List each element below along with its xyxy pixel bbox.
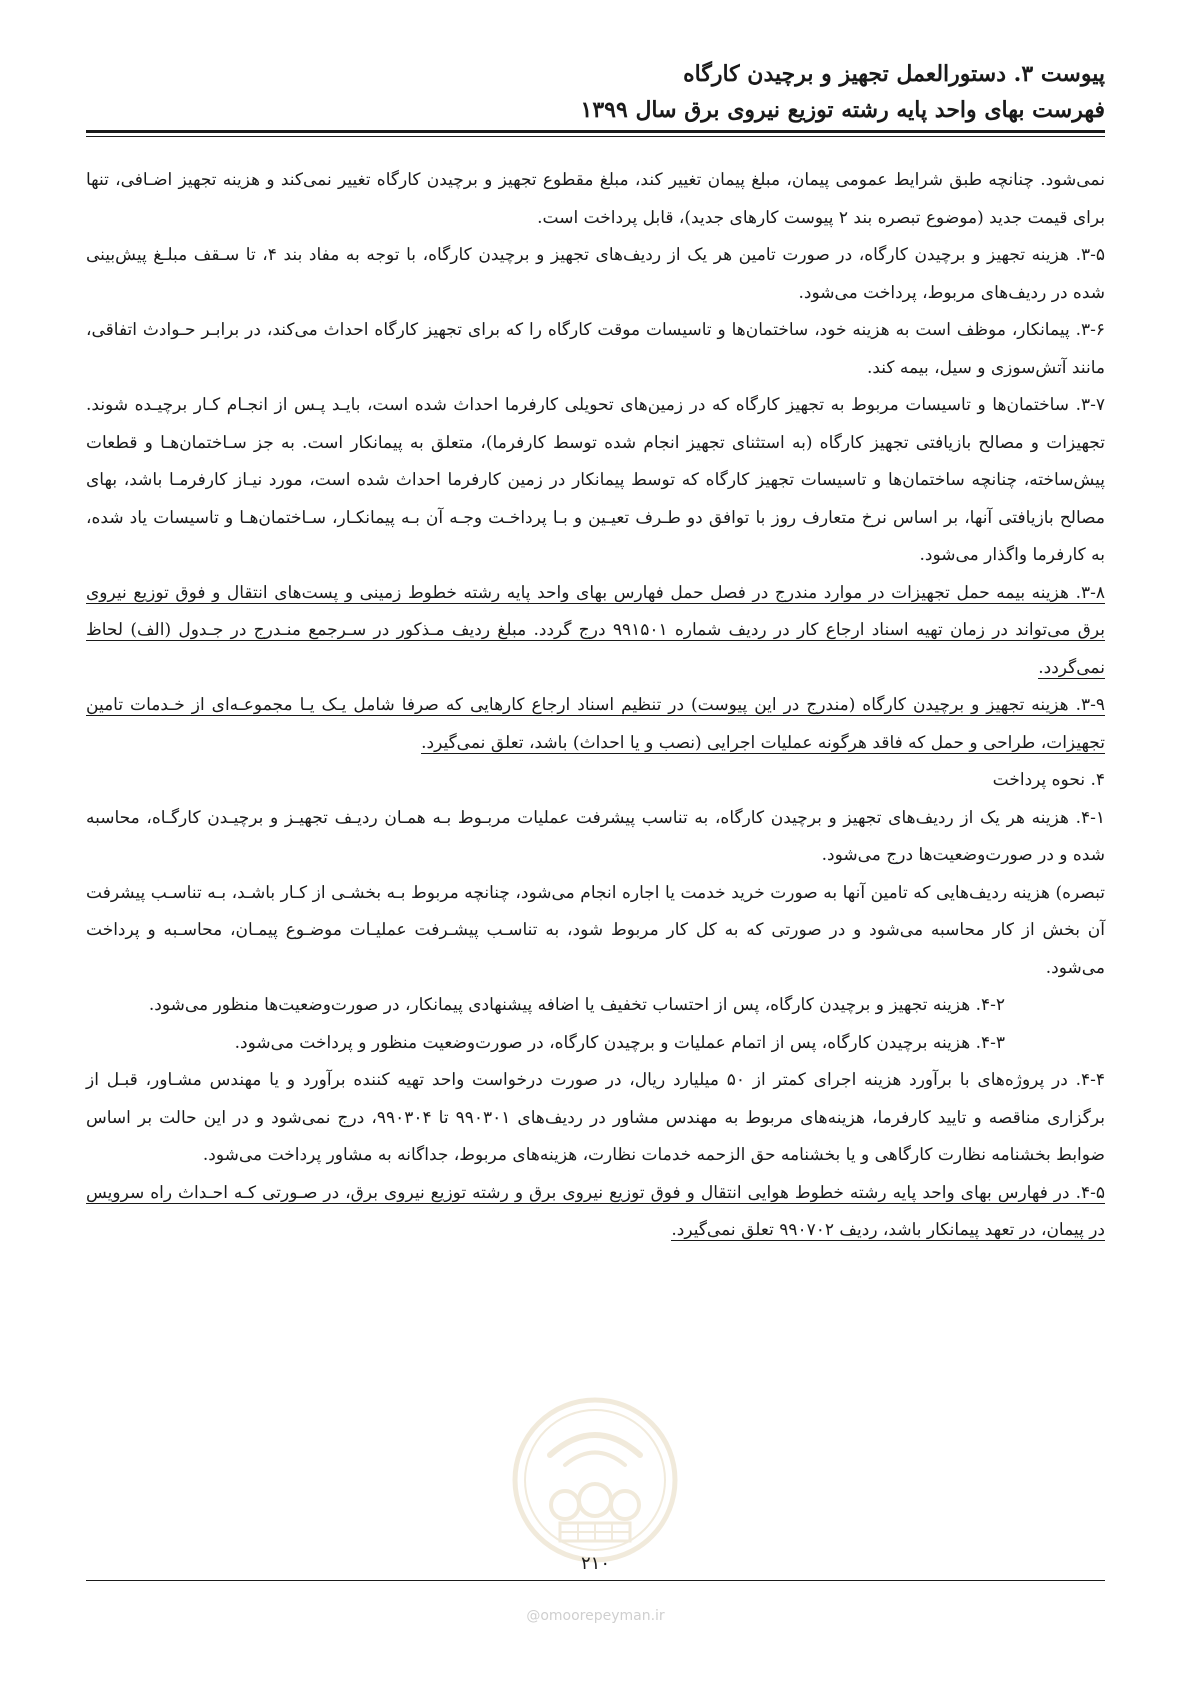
paragraph-4-5 xyxy=(86,1175,1105,1250)
paragraph-text-underlined: ۳-۸. هزینه بیمه حمل تجهیزات در موارد مندرج در فصل حمل فهارس بهای واحد پایه رشته خطوط زمینی و پست‌های انتقال و فوق توزیع نیروی برق می‌تواند در زمان تهیه اسناد ارجاع کار در ردیف شماره ۹۹۱۵۰۱ درج گردد. مبلغ ردیف مـذکور در سـرجمع منـدرج در جـدول (الف) لحاظ نمی‌گردد. xyxy=(86,582,1105,678)
paragraph-text-underlined: ۴-۵. در فهارس بهای واحد پایه رشته خطوط هوایی انتقال و فوق توزیع نیروی برق و رشته توزیع نیروی برق، در صـورتی کـه احـداث راه سرویس در پیمان، در تعهد پیمانکار باشد، ردیف ۹۹۰۷۰۲ تعلق نمی‌گیرد. xyxy=(86,1182,1105,1240)
paragraph-note xyxy=(86,875,1105,988)
paragraph-3-5 xyxy=(86,237,1105,312)
paragraph-text: نمی‌شود. چنانچه طبق شرایط عمومی پیمان، مبلغ پیمان تغییر کند، مبلغ مقطوع تجهیز و برچیدن کارگاه تغییر نمی‌کند و هزینه تجهیز اضـافی، تنها برای قیمت جدید (موضوع تبصره بند ۲ پیوست کارهای جدید)، قابل پرداخت است. xyxy=(86,170,1105,228)
header-rule-thin xyxy=(86,136,1105,137)
paragraph-text: ۳-۶. پیمانکار، موظف است به هزینه خود، ساختمان‌ها و تاسیسات موقت کارگاه را که برای تجهیز کارگاه احداث می‌کند، در برابـر حـوادث اتفاقی، مانند آتش‌سوزی و سیل، بیمه کند. xyxy=(86,320,1105,378)
paragraph-text-underlined: ۳-۹. هزینه تجهیز و برچیدن کارگاه (مندرج در این پیوست) در تنظیم اسناد ارجاع کارهایی که صرفا شامل یـک یـا مجموعـه‌ای از خـدمات تامین تجهیزات، طراحی و حمل که فاقد هرگونه عملیات اجرایی (نصب و یا احداث) باشد، تعلق نمی‌گیرد. xyxy=(86,695,1105,753)
paragraph-text: ۴-۴. در پروژه‌های با برآورد هزینه اجرای کمتر از ۵۰ میلیارد ریال، در صورت درخواست واحد تهیه کننده برآورد و یا مهندس مشـاور، قبـل از برگزاری مناقصه و تایید کارفرما، هزینه‌های مربوط به مهندس مشاور در ردیف‌های ۹۹۰۳۰۱ تا ۹۹۰۳۰۴، درج نمی‌شود و در این حالت بر اساس ضوابط بخشنامه نظارت کارگاهی و یا بخشنامه حق الزحمه خدمات نظارت، هزینه‌های مربوط، جداگانه به مشاور پرداخت می‌شود. xyxy=(86,1070,1106,1165)
paragraph-3-9 xyxy=(86,687,1105,762)
paragraph-3-7 xyxy=(86,387,1105,575)
page-header xyxy=(85,56,1105,128)
document-body xyxy=(86,162,1105,1250)
paragraph-text: تبصره) هزینه ردیف‌هایی که تامین آنها به صورت خرید خدمت یا اجاره انجام می‌شود، چنانچه مربوط بـه بخشـی از کـار باشـد، بـه تناسـب پیشرفت آن بخش از کار محاسبه می‌شود و در صورتی که به کل کار مربوط شود، به تناسـب پیشـرفت عملیـات موضـوع پیمـان، محاسـبه و پرداخت می‌شود. xyxy=(86,882,1105,978)
paragraph-4-3 xyxy=(86,1025,1105,1063)
paragraph-continuation xyxy=(86,162,1105,237)
paragraph-3-8 xyxy=(86,575,1105,688)
paragraph-3-6 xyxy=(86,312,1105,387)
paragraph-text: ۳-۵. هزینه تجهیز و برچیدن کارگاه، در صورت تامین هر یک از ردیف‌های تجهیز و برچیدن کارگاه، با توجه به مفاد بند ۴، تا سـقف مبلـغ پیش‌بینی شده در ردیف‌های مربوط، پرداخت می‌شود. xyxy=(86,245,1105,303)
section-heading-text: ۴. نحوه پرداخت xyxy=(992,770,1105,790)
header-rule-thick xyxy=(86,130,1105,133)
site-watermark: @omoorepeyman.ir xyxy=(526,1608,665,1624)
page-number: ۲۱۰ xyxy=(580,1553,610,1574)
header-title-appendix: پیوست ۳. دستورالعمل تجهیز و برچیدن کارگاه xyxy=(683,61,1105,87)
section-heading-payment xyxy=(86,762,1105,800)
paragraph-text: ۳-۷. ساختمان‌ها و تاسیسات مربوط به تجهیز کارگاه که در زمین‌های تحویلی کارفرما احداث شده است، بایـد پـس از انجـام کـار برچیـده شوند. تجهیزات و مصالح بازیافتی تجهیز کارگاه (به استثنای تجهیز انجام شده توسط کارفرما)، متعلق به پیمانکار است. به جز سـاختمان‌هـا و قطعات پیش‌ساخته، چنانچه ساختمان‌ها و تاسیسات تجهیز کارگاه که توسط پیمانکار در زمین کارفرما احداث شده است، مورد نیـاز کارفرمـا باشد، بهای مصالح بازیافتی آنها، بر اساس نرخ متعارف روز با توافق دو طـرف تعیـین و بـا پرداخـت وجـه آن بـه پیمانکـار، سـاختمان‌هـا و تاسیسات یاد شده، به کارفرما واگذار می‌شود. xyxy=(86,395,1105,565)
paragraph-4-1 xyxy=(86,800,1105,875)
paragraph-text: ۴-۲. هزینه تجهیز و برچیدن کارگاه، پس از احتساب تخفیف یا اضافه پیشنهادی پیمانکار، در صورت‌وضعیت‌ها منظور می‌شود. xyxy=(148,995,1005,1015)
paragraph-4-2 xyxy=(86,987,1105,1025)
paragraph-4-4 xyxy=(86,1062,1105,1175)
paragraph-text: ۴-۳. هزینه برچیدن کارگاه، پس از اتمام عملیات و برچیدن کارگاه، در صورت‌وضعیت منظور و پرداخت می‌شود. xyxy=(234,1032,1005,1053)
header-title-pricelist: فهرست بهای واحد پایه رشته توزیع نیروی برق سال ۱۳۹۹ xyxy=(580,97,1105,123)
omoor-peyman-seal-logo xyxy=(510,1395,680,1565)
paragraph-text: ۴-۱. هزینه هر یک از ردیف‌های تجهیز و برچیدن کارگاه، به تناسب پیشرفت عملیات مربـوط بـه همـان ردیـف تجهیـز و برچیـدن کارگـاه، محاسبه شده و در صورت‌وضعیت‌ها درج می‌شود. xyxy=(86,807,1105,865)
footer-rule xyxy=(86,1580,1105,1581)
